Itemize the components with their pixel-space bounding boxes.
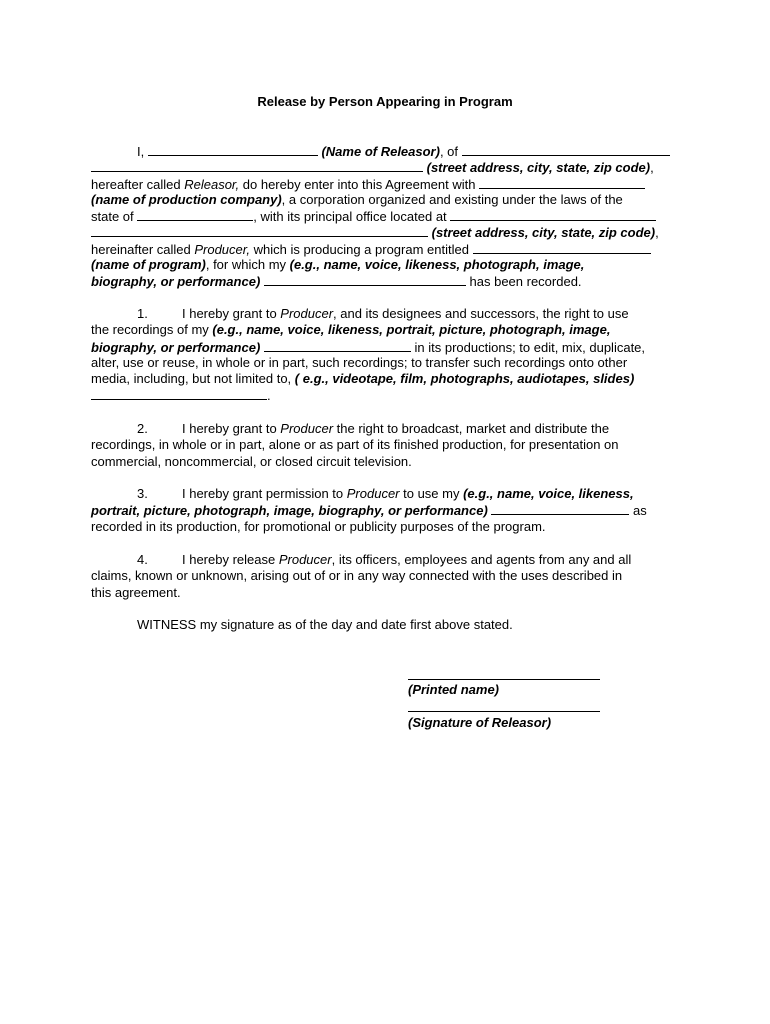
witness-statement: WITNESS my signature as of the day and date first above stated. xyxy=(137,617,513,632)
producer-address-blank-1[interactable] xyxy=(450,208,656,221)
document-title: Release by Person Appearing in Program xyxy=(257,94,513,109)
recordings-items-blank[interactable] xyxy=(264,339,411,352)
paragraph-1: 1. I hereby grant to Producer, and its designees and successors, the right to use the recordings of my (e.g., name, voice, likeness, portrait, picture, photograph, image, biography, or performance) in its productions; to edit, mix, duplicate, alter, use or reuse, in whole or in part, such recordings; to transfer such recordings onto other media, including, but not limited to, ( e.g., videotape, film, photographs, audiotapes, slides) . xyxy=(91,306,646,404)
media-blank[interactable] xyxy=(91,387,267,400)
state-blank[interactable] xyxy=(137,208,253,221)
signature-label: (Signature of Releasor) xyxy=(408,715,552,730)
releasor-address-blank-1[interactable] xyxy=(462,143,670,156)
printed-name-line[interactable] xyxy=(408,679,600,680)
program-name-blank[interactable] xyxy=(473,241,651,254)
paragraph-3: 3. I hereby grant permission to Producer to use my (e.g., name, voice, likeness, portrait, picture, photograph, image, biography, or performance) as recorded in its production, for promotional or publicity purposes of the program. xyxy=(91,486,647,534)
producer-address-blank-2[interactable] xyxy=(91,224,428,237)
paragraph-2: 2. I hereby grant to Producer the right to broadcast, market and distribute the recordings, in whole or in part, alone or as part of its finished production, for presentation on commercial, noncommercial, or closed circuit television. xyxy=(91,421,619,469)
paragraph-4: 4. I hereby release Producer, its officers, employees and agents from any and all claims, known or unknown, arising out of or in any way connected with the uses described in this agreement. xyxy=(91,552,632,600)
recorded-items-blank[interactable] xyxy=(264,273,466,286)
promotional-use-blank[interactable] xyxy=(491,502,629,515)
printed-name-label: (Printed name) xyxy=(408,682,500,697)
releasor-address-blank-2[interactable] xyxy=(91,159,423,172)
intro-paragraph: I, (Name of Releasor), of (street address, city, state, zip code), hereafter called Releasor, do hereby enter into this Agreement with (name of production company), a corporation organized and existing under the laws of the state of , with its principal office located at (street address, city, state, zip code), hereinafter called Producer, which is producing a program entitled (name of program), for which my (e.g., name, voice, likeness, photograph, image, biography, or performance) has been recorded. xyxy=(91,143,681,290)
releasor-name-blank[interactable] xyxy=(148,143,318,156)
production-company-blank[interactable] xyxy=(479,176,645,189)
signature-line[interactable] xyxy=(408,711,600,712)
